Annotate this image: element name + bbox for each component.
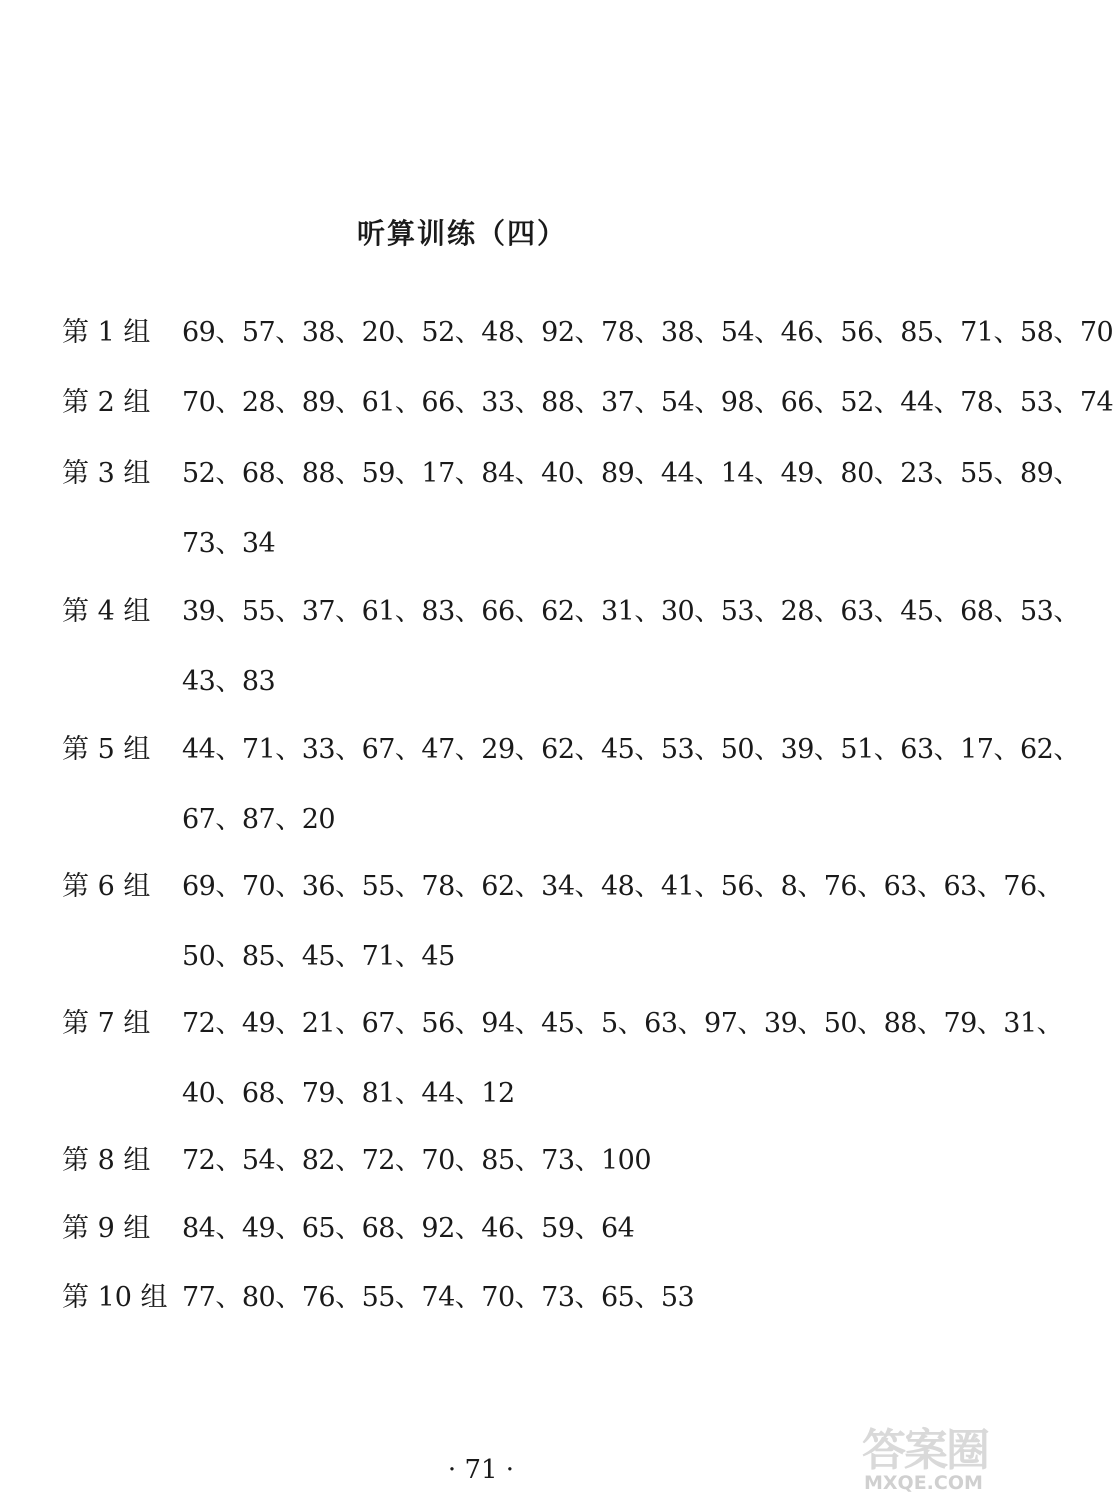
watermark-url: MXQE.COM	[864, 1472, 983, 1494]
page-title: 听算训练（四）	[356, 217, 567, 250]
group-numbers: 44、71、33、67、47、29、62、45、53、50、39、51、63、17、62、	[182, 734, 1080, 765]
group-numbers: 52、68、88、59、17、84、40、89、44、14、49、80、23、55、89、	[182, 458, 1080, 489]
watermark-title: 答案圈	[862, 1425, 988, 1476]
group-numbers: 84、49、65、68、92、46、59、64	[182, 1213, 635, 1244]
group-label: 第 2 组	[62, 387, 151, 418]
group-label: 第 4 组	[62, 596, 151, 627]
group-label: 第 9 组	[62, 1213, 151, 1244]
watermark-logo	[862, 1414, 990, 1500]
group-numbers: 70、28、89、61、66、33、88、37、54、98、66、52、44、78、53、74	[182, 387, 1113, 418]
group-numbers: 72、49、21、67、56、94、45、5、63、97、39、50、88、79、31、	[182, 1008, 1064, 1039]
group-label: 第 7 组	[62, 1008, 151, 1039]
group-label: 第 6 组	[62, 871, 151, 902]
group-numbers-continued: 40、68、79、81、44、12	[182, 1078, 515, 1109]
group-numbers: 77、80、76、55、74、70、73、65、53	[182, 1282, 695, 1313]
group-label: 第 8 组	[62, 1145, 151, 1176]
group-label: 第 10 组	[62, 1282, 168, 1313]
group-numbers: 69、70、36、55、78、62、34、48、41、56、8、76、63、63、76、	[182, 871, 1064, 902]
group-numbers-continued: 43、83	[182, 666, 276, 697]
group-numbers: 39、55、37、61、83、66、62、31、30、53、28、63、45、68、53、	[182, 596, 1080, 627]
group-label: 第 3 组	[62, 458, 151, 489]
page-number: · 71 ·	[447, 1455, 515, 1485]
group-numbers-continued: 73、34	[182, 528, 276, 559]
group-numbers: 69、57、38、20、52、48、92、78、38、54、46、56、85、71、58、70	[182, 317, 1113, 348]
group-numbers-continued: 67、87、20	[182, 804, 336, 835]
group-label: 第 1 组	[62, 317, 151, 348]
group-numbers: 72、54、82、72、70、85、73、100	[182, 1145, 652, 1176]
group-label: 第 5 组	[62, 734, 151, 765]
group-numbers-continued: 50、85、45、71、45	[182, 941, 455, 972]
